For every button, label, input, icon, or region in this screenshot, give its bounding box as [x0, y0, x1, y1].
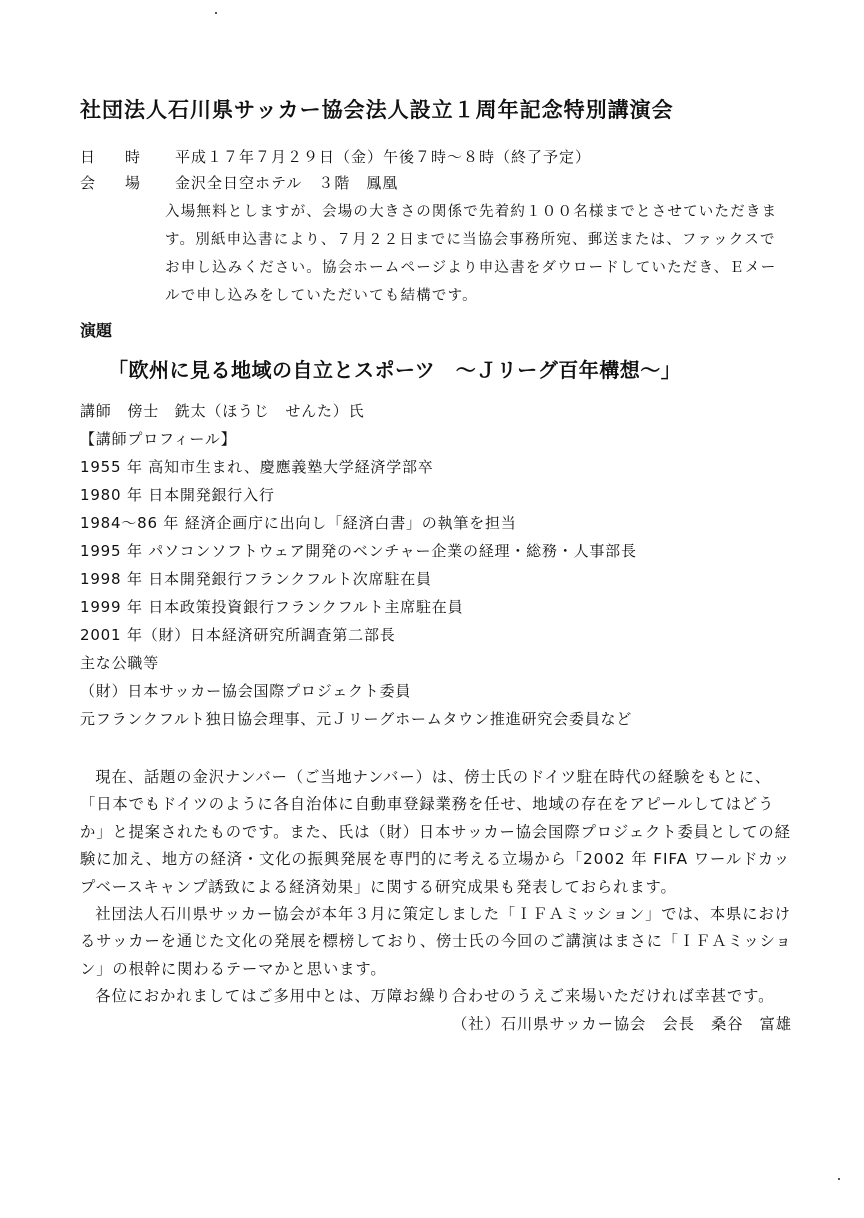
lecture-title: 「欧州に見る地域の自立とスポーツ ～Ｊリーグ百年構想～」	[108, 358, 682, 382]
profile-heading: 【講師プロフィール】	[80, 430, 237, 448]
document-title: 社団法人石川県サッカー協会法人設立１周年記念特別講演会	[80, 98, 674, 122]
body-paragraph: 社団法人石川県サッカー協会が本年３月に策定しました「ＩＦＡミッション」では、本県におけるサッカーを通じた文化の発展を標榜しており、傍士氏の今回のご講演はまさに「ＩＦＡミッション」の根幹に関わるテーマかと思います。	[80, 905, 792, 978]
speaker-line: 講師 傍士 銑太（ほうじ せんた）氏	[80, 402, 365, 420]
profile-item: 1980 年 日本開発銀行入行	[80, 486, 275, 504]
body-text	[80, 764, 792, 1038]
admission-notice: 入場無料としますが、会場の大きさの関係で先着約１００名様までとさせていただきます。別紙申込書により、７月２２日までに当協会事務所宛、郵送または、ファックスでお申し込みください。協会ホームページより申込書をダウロードしていただき、Ｅメールで申し込みをしていただいても結構です。	[165, 204, 778, 304]
closing-text: 各位におかれましてはご多用中とは、万障お繰り合わせのうえご来場いただければ幸甚です。	[95, 987, 775, 1006]
date-label: 日時	[80, 148, 171, 166]
body-paragraph	[80, 983, 792, 1033]
scan-speck	[838, 1178, 840, 1180]
body-paragraph: 現在、話題の金沢ナンバー（ご当地ナンバー）は、傍士氏のドイツ駐在時代の経験をもとに、「日本でもドイツのように各自治体に自動車登録業務を任せ、地域の存在をアピールしてはどうか」と提案されたものです。また、氏は（財）日本サッカー協会国際プロジェクト委員としての経験に加え、地方の経済・文化の振興発展を専門的に考える立場から「2002 年 FIFA ワールドカップベースキャンプ誘致による経済効果」に関する研究成果も発表しておられます。	[80, 768, 791, 896]
date-row	[80, 146, 591, 167]
date-value: 平成１７年７月２９日（金）午後７時～８時（終了予定）	[175, 148, 592, 166]
profile-item: 1998 年 日本開発銀行フランクフルト次席駐在員	[80, 570, 432, 588]
profile-item: 1984～86 年 経済企画庁に出向し「経済白書」の執筆を担当	[80, 514, 517, 532]
profile-item: 1999 年 日本政策投資銀行フランクフルト主席駐在員	[80, 598, 464, 616]
venue-row	[80, 172, 398, 193]
topic-heading: 演題	[80, 321, 113, 340]
profile-item: 1955 年 高知市生まれ、慶應義塾大学経済学部卒	[80, 458, 434, 476]
venue-value: 金沢全日空ホテル ３階 鳳凰	[175, 174, 399, 192]
venue-label: 会場	[80, 174, 171, 192]
signature: （社）石川県サッカー協会 会長 桑谷 富雄	[452, 1014, 792, 1033]
profile-item: 1995 年 パソコンソフトウェア開発のベンチャー企業の経理・総務・人事部長	[80, 542, 637, 560]
profile-item: 2001 年（財）日本経済研究所調査第二部長	[80, 626, 396, 644]
profile-item: 主な公職等	[80, 654, 160, 672]
profile-item: （財）日本サッカー協会国際プロジェクト委員	[80, 682, 412, 700]
scan-speck	[215, 12, 217, 14]
profile-item: 元フランクフルト独日協会理事、元Ｊリーグホームタウン推進研究会委員など	[80, 710, 633, 728]
